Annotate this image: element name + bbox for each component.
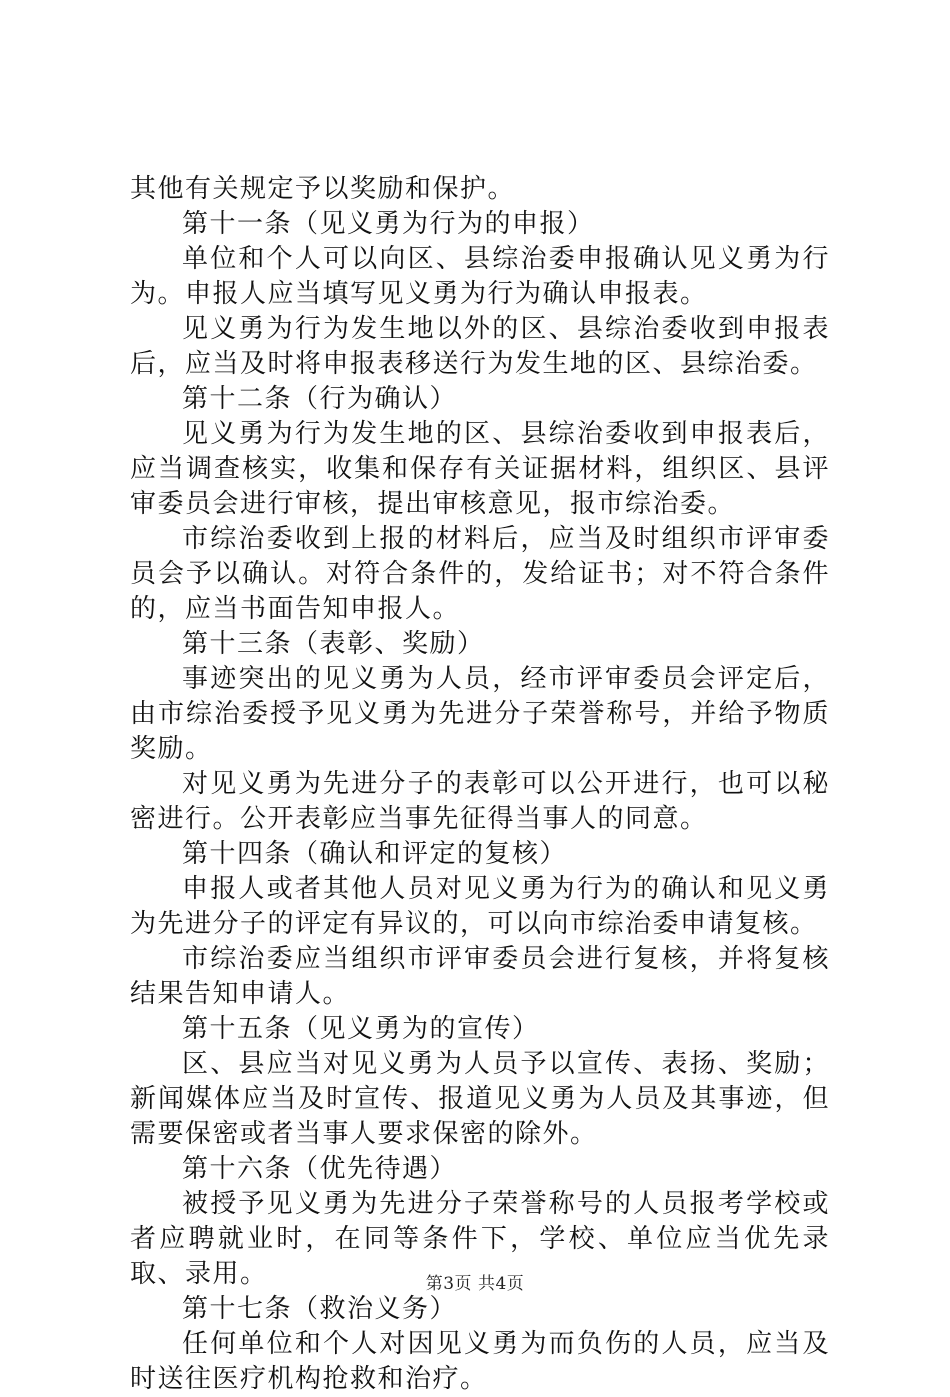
paragraph-continuation: 其他有关规定予以奖励和保护。 <box>130 174 516 204</box>
paragraph: 市综治委收到上报的材料后，应当及时组织市评审委员会予以确认。对符合条件的，发给证书；对不符合条件的，应当书面告知申报人。 <box>130 524 830 624</box>
paragraph: 被授予见义勇为先进分子荣誉称号的人员报考学校或者应聘就业时，在同等条件下，学校、单位应当优先录取、录用。 <box>130 1189 830 1289</box>
article-heading-14: 第十四条（确认和评定的复核） <box>182 839 568 869</box>
document-body <box>130 172 830 1397</box>
article-heading-16: 第十六条（优先待遇） <box>182 1154 458 1184</box>
article-heading-13: 第十三条（表彰、奖励） <box>182 629 485 659</box>
paragraph: 事迹突出的见义勇为人员，经市评审委员会评定后，由市综治委授予见义勇为先进分子荣誉称号，并给予物质奖励。 <box>130 664 830 764</box>
paragraph: 任何单位和个人对因见义勇为而负伤的人员，应当及时送往医疗机构抢救和治疗。 <box>130 1329 830 1394</box>
paragraph: 对见义勇为先进分子的表彰可以公开进行，也可以秘密进行。公开表彰应当事先征得当事人的同意。 <box>130 769 830 834</box>
paragraph: 市综治委应当组织市评审委员会进行复核，并将复核结果告知申请人。 <box>130 944 830 1009</box>
article-heading-12: 第十二条（行为确认） <box>182 384 458 414</box>
paragraph: 区、县应当对见义勇为人员予以宣传、表扬、奖励；新闻媒体应当及时宣传、报道见义勇为人员及其事迹，但需要保密或者当事人要求保密的除外。 <box>130 1049 830 1149</box>
paragraph: 申报人或者其他人员对见义勇为行为的确认和见义勇为先进分子的评定有异议的，可以向市综治委申请复核。 <box>130 874 830 939</box>
page-number-footer: 第3页 共4页 <box>425 1274 525 1294</box>
article-heading-17: 第十七条（救治义务） <box>182 1294 458 1324</box>
paragraph: 见义勇为行为发生地以外的区、县综治委收到申报表后，应当及时将申报表移送行为发生地的区、县综治委。 <box>130 314 830 379</box>
paragraph: 见义勇为行为发生地的区、县综治委收到申报表后，应当调查核实，收集和保存有关证据材料，组织区、县评审委员会进行审核，提出审核意见，报市综治委。 <box>130 419 830 519</box>
paragraph: 单位和个人可以向区、县综治委申报确认见义勇为行为。申报人应当填写见义勇为行为确认申报表。 <box>130 244 830 309</box>
article-heading-15: 第十五条（见义勇为的宣传） <box>182 1014 540 1044</box>
article-heading-11: 第十一条（见义勇为行为的申报） <box>182 209 595 239</box>
